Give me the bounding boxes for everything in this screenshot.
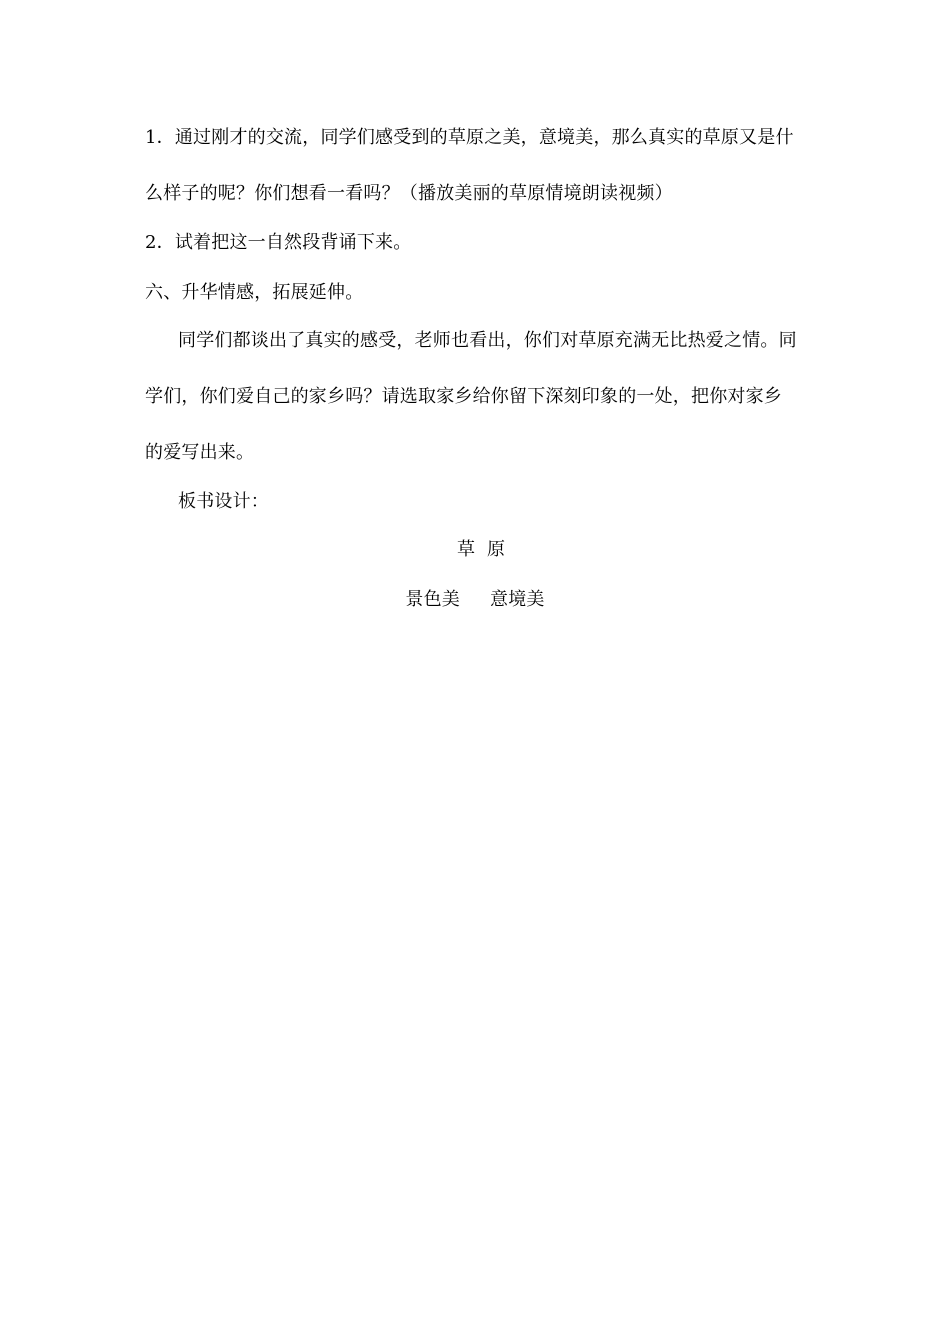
board-items — [0, 588, 950, 612]
item-1-line-2: 么样子的呢？你们想看一看吗？（播放美丽的草原情境朗读视频） — [145, 183, 673, 204]
item-2: 2．试着把这一自然段背诵下来。 — [145, 232, 412, 253]
section-6-heading: 六、升华情感，拓展延伸。 — [145, 282, 364, 303]
board-item-mood: 意境美 — [490, 589, 545, 610]
board-design-label: 板书设计： — [178, 491, 269, 512]
paragraph-line-1: 同学们都谈出了真实的感受，老师也看出，你们对草原充满无比热爱之情。同 — [178, 330, 797, 351]
paragraph-line-2: 学们，你们爱自己的家乡吗？请选取家乡给你留下深刻印象的一处，把你对家乡 — [145, 386, 782, 407]
item-1-line-1: 1．通过刚才的交流，同学们感受到的草原之美，意境美，那么真实的草原又是什 — [145, 127, 794, 148]
board-item-scenery: 景色美 — [405, 589, 460, 610]
board-title: 草原 — [457, 539, 517, 560]
paragraph-line-3: 的爱写出来。 — [145, 442, 255, 463]
